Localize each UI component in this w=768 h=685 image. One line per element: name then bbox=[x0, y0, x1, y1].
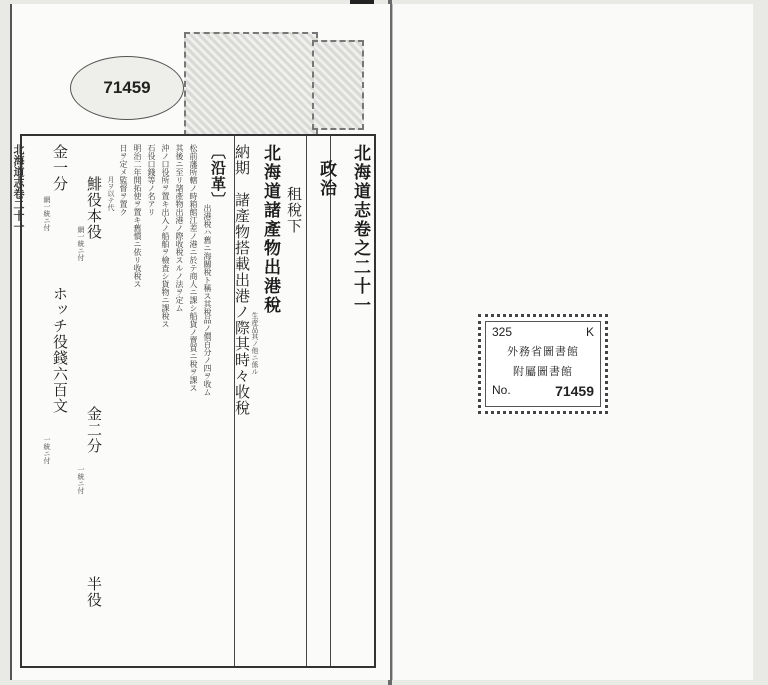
history-line-3: 其後ニ至リ諸產物出港ノ際收稅スルノ法ヲ定ム bbox=[175, 144, 184, 312]
half-tax: 半役 bbox=[85, 576, 103, 608]
history-heading: 〔沿革〕 bbox=[209, 144, 227, 208]
hotchi-tax-note: 一統ニ付 bbox=[43, 436, 51, 464]
stamp-no-label: No. bbox=[492, 383, 511, 397]
history-line-7: 日ヲ定メ監督ヲ置ク bbox=[119, 144, 128, 216]
history-line-1: 出港稅ハ舊ニ海關稅ト稱ス其稅品ノ價百分ノ四ヲ收ム bbox=[203, 204, 212, 396]
history-line-5: 石役口錢等ノ名アリ bbox=[147, 144, 156, 216]
fee-two-bu-note: 一統ニ付 bbox=[77, 466, 85, 494]
herring-tax-note: 網一統ニ付 bbox=[77, 226, 85, 261]
catalog-number: 71459 bbox=[103, 78, 151, 97]
library-seal bbox=[184, 32, 318, 136]
fee-one-bu: 金一分 bbox=[51, 144, 69, 192]
tax-title-note: 生産品其ノ他ニ係ル bbox=[251, 312, 259, 375]
stamp-number: 71459 bbox=[555, 383, 594, 399]
section-heading: 政治 bbox=[316, 160, 336, 198]
stamp-shelf-number: 325 bbox=[492, 325, 513, 339]
catalog-oval-stamp bbox=[70, 56, 184, 120]
subsection-heading: 租稅下 bbox=[285, 186, 303, 234]
history-line-2: 松前藩所轄ノ時箱館江差ノ港ニ於テ商人ニ課シ船貨ノ賣買ニ稅ヲ課ス bbox=[189, 144, 198, 392]
fee-one-bu-note: 網一統ニ付 bbox=[43, 196, 51, 231]
history-line-4: 沖ノ口役所ヲ置キ出入ノ船舶ヲ檢査シ貨物ニ課稅ス bbox=[161, 144, 170, 328]
volume-title: 北海道志卷之二十一 bbox=[350, 144, 370, 315]
stamp-shelf-letter: K bbox=[585, 325, 594, 339]
spine-edge-text: 北海道志卷二十一 bbox=[12, 144, 25, 232]
history-line-6: 明治二年開拓使ヲ置キ舊慣ニ依リ收稅ス bbox=[133, 144, 142, 288]
library-stamp bbox=[478, 314, 608, 414]
library-seal-small bbox=[312, 40, 364, 130]
tax-title: 北海道諸產物出港稅 bbox=[260, 144, 280, 315]
stamp-library-name: 外務省圖書館 bbox=[507, 345, 579, 358]
herring-tax-label: 鯡役本役 bbox=[85, 176, 103, 240]
history-line-8: 月ヲ以テ代 bbox=[107, 176, 115, 211]
fee-two-bu: 金二分 bbox=[85, 406, 103, 454]
hotchi-tax: ホッチ役錢六百文 bbox=[51, 286, 69, 414]
payment-period: 納期 諸產物搭載出港ノ際其時々收稅 bbox=[233, 144, 251, 416]
text-frame bbox=[20, 134, 376, 668]
stamp-library-sub: 附屬圖書館 bbox=[513, 365, 573, 378]
left-page bbox=[10, 4, 390, 680]
